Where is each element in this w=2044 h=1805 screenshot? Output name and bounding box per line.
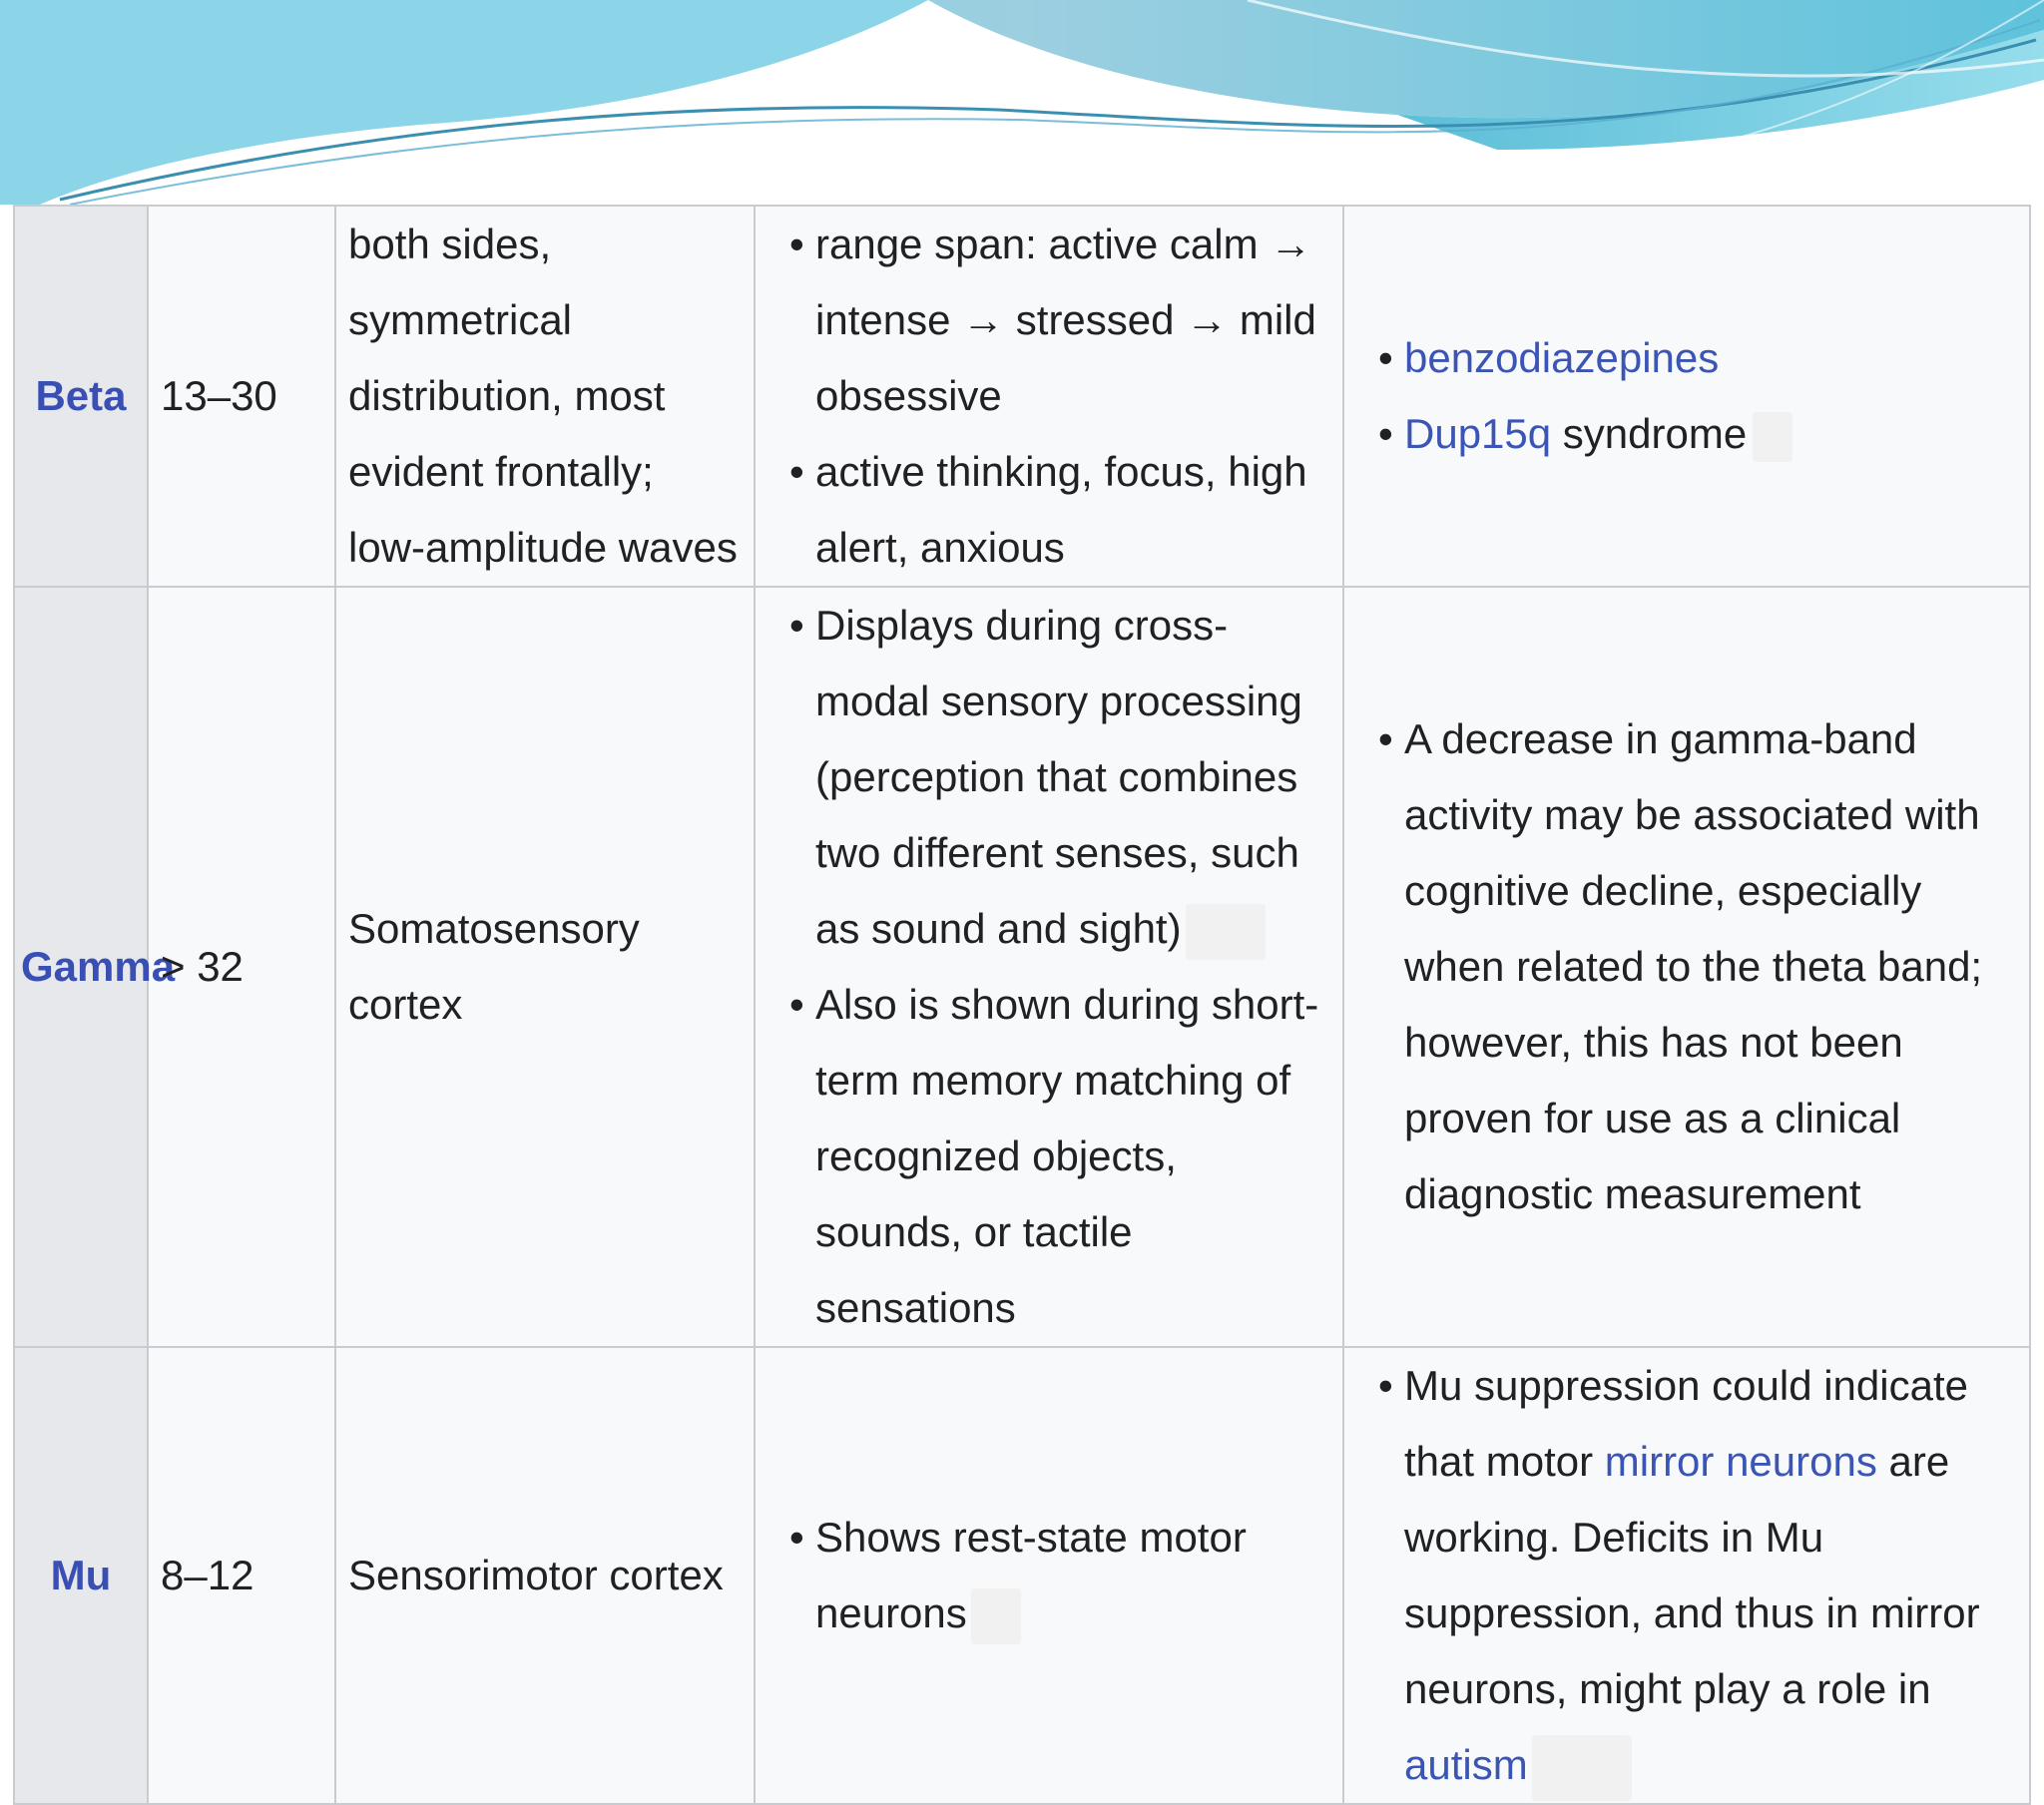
list-item-text: Displays during cross-modal sensory processing (perception that combines two different senses, such as sound and sight) <box>815 602 1302 952</box>
pathological-cell <box>1343 206 2030 587</box>
list-item-text: Shows rest-state motor neurons <box>815 1514 1247 1636</box>
redacted-reference <box>1186 904 1266 960</box>
list-item: • Also is shown during short-term memory matching of recognized objects, sounds, or tactile sensations <box>815 967 1324 1346</box>
band-name-beta[interactable]: Beta <box>14 206 148 587</box>
redacted-reference <box>1753 412 1792 462</box>
normal-list <box>791 588 1324 1346</box>
pathological-list <box>1380 1348 2011 1803</box>
pathological-list <box>1380 320 2011 472</box>
autism-link[interactable]: autism <box>1404 1741 1528 1788</box>
benzodiazepines-link[interactable]: benzodiazepines <box>1404 334 1720 381</box>
frequency-cell: 8–12 <box>148 1347 335 1804</box>
normal-list <box>791 207 1324 586</box>
mu-text-part2: are working. Deficits in Mu suppression, and thus in mirror neurons, might play a role in <box>1404 1438 1980 1712</box>
redacted-reference <box>1532 1735 1632 1801</box>
mirror-neurons-link[interactable]: mirror neurons <box>1604 1438 1877 1485</box>
pathological-cell <box>1343 1347 2030 1804</box>
list-item: • A decrease in gamma-band activity may be associated with cognitive decline, especially when related to the theta band; however, this has not been proven for use as a clinical diagnostic measurement <box>1404 701 2011 1232</box>
normal-cell <box>755 1347 1343 1804</box>
list-item <box>1404 396 2011 472</box>
frequency-cell: > 32 <box>148 587 335 1347</box>
syndrome-text: syndrome <box>1551 410 1748 457</box>
pathological-list <box>1380 701 2011 1232</box>
list-item <box>1404 320 2011 396</box>
table-row-beta <box>14 206 2030 587</box>
table-row-gamma <box>14 587 2030 1347</box>
list-item <box>815 588 1324 967</box>
redacted-reference <box>971 1588 1021 1644</box>
list-item <box>815 1500 1324 1651</box>
normal-cell <box>755 206 1343 587</box>
list-item: • active thinking, focus, high alert, anxious <box>815 434 1324 586</box>
location-cell: both sides, symmetrical distribution, most evident frontally; low-amplitude waves <box>335 206 755 587</box>
band-name-mu[interactable]: Mu <box>14 1347 148 1804</box>
normal-list <box>791 1500 1324 1651</box>
mu-text-part1: Mu suppression could indicate that motor <box>1404 1362 1968 1485</box>
frequency-cell: 13–30 <box>148 206 335 587</box>
location-cell: Somatosensory cortex <box>335 587 755 1347</box>
location-cell: Sensorimotor cortex <box>335 1347 755 1804</box>
table-row-mu <box>14 1347 2030 1804</box>
list-item: • range span: active calm → intense → stressed → mild obsessive <box>815 207 1324 434</box>
band-name-gamma[interactable]: Gamma <box>14 587 148 1347</box>
brain-wave-table <box>13 205 2031 1805</box>
normal-cell <box>755 587 1343 1347</box>
dup15q-link[interactable]: Dup15q <box>1404 410 1552 457</box>
header-wave-decoration <box>0 0 2044 210</box>
pathological-cell <box>1343 587 2030 1347</box>
list-item <box>1404 1348 2011 1803</box>
